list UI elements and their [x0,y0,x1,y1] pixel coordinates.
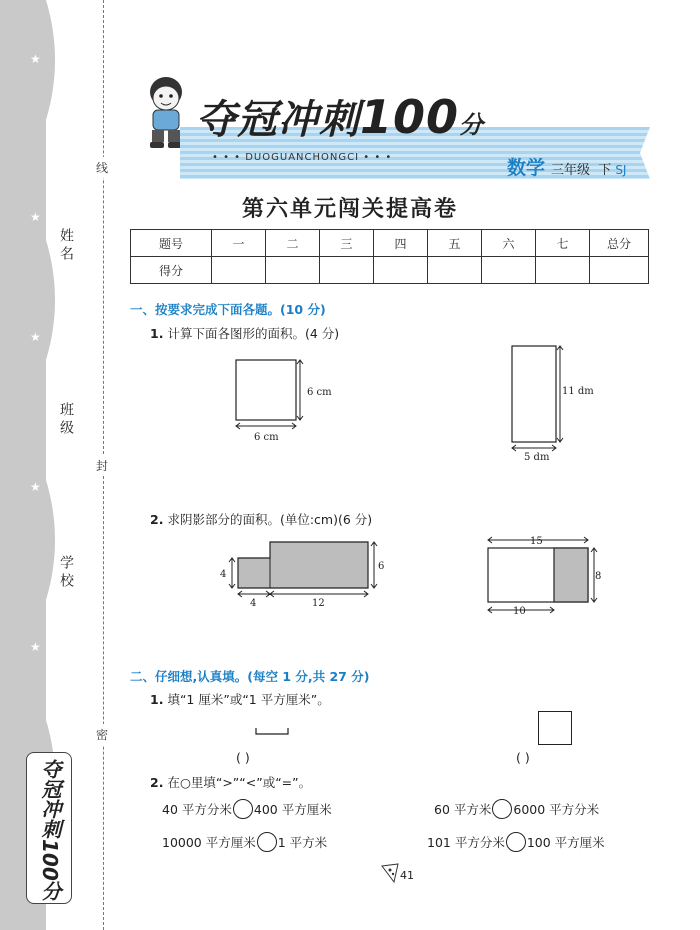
table-cell: 总分 [590,230,649,257]
fig-d-top-label: 15 [530,536,543,547]
school-label: 学校 [58,555,74,591]
figure-rectangle [504,340,604,464]
question-2-2: 2. 在○里填“>”“<”或“=”。 [150,775,312,790]
fig-d-right-label: 8 [595,571,602,582]
star-icon: ★ [30,480,41,494]
star-icon: ★ [30,210,41,224]
table-cell: 六 [482,230,536,257]
score-input-cell[interactable] [374,257,428,284]
class-label: 班级 [58,402,74,438]
score-input-cell[interactable] [536,257,590,284]
brand-logo [196,88,484,145]
dot-icons: • • • [212,152,246,163]
compare-circle-blank[interactable] [506,832,526,852]
compare-item: 10000 平方厘米 1 平方米 [162,832,327,852]
score-input-cell[interactable] [266,257,320,284]
answer-blank-left[interactable]: ( ) [236,750,250,765]
section1-heading: 一、按要求完成下面各题。(10 分) [130,302,326,317]
compare-item: 40 平方分米 400 平方厘米 [162,799,332,819]
page-ornament-icon [380,862,400,884]
compare-circle-blank[interactable] [257,832,277,852]
fig-c-bottom-right: 12 [312,598,325,609]
fig-b-bottom-label: 5 dm [524,452,550,463]
table-cell: 二 [266,230,320,257]
score-input-cell[interactable] [482,257,536,284]
table-cell: 七 [536,230,590,257]
question-1-2: 2. 求阴影部分的面积。(单位:cm)(6 分) [150,512,373,527]
table-cell: 四 [374,230,428,257]
name-label: 姓名 [58,228,74,264]
star-icon: ★ [30,330,41,344]
figure-shaded-rectangle [480,530,608,626]
logo-number: 100 [360,90,460,144]
grade-label: 三年级 [551,163,591,178]
fig-b-side-label: 11 dm [562,386,594,397]
question-1-1: 1. 计算下面各图形的面积。(4 分) [150,326,340,341]
score-input-cell[interactable] [590,257,649,284]
subject-label: 数学 [507,157,546,179]
table-cell: 一 [212,230,266,257]
table-cell: 五 [428,230,482,257]
compare-item: 101 平方分米 100 平方厘米 [427,832,605,852]
one-cm-segment [254,726,290,736]
score-input-cell[interactable] [212,257,266,284]
fig-d-bottom-label: 10 [513,606,526,617]
one-sq-cm-square [538,711,572,745]
table-cell: 得分 [131,257,212,284]
figure-shaded-step [214,536,384,612]
fig-c-left-height: 4 [220,569,227,580]
table-cell: 三 [320,230,374,257]
logo-text: 夺冠冲刺 [196,97,360,143]
score-input-cell[interactable] [320,257,374,284]
paper-title: 第六单元闯关提高卷 [241,197,458,222]
figure-square [228,354,338,448]
page-number: 41 [400,869,414,882]
question-2-1: 1. 填“1 厘米”或“1 平方厘米”。 [150,692,330,707]
table-cell: 题号 [131,230,212,257]
brand-pinyin: • • • DUOGUANCHONGCI • • • [212,152,393,163]
edition-label: SJ [615,163,627,177]
score-input-cell[interactable] [428,257,482,284]
term-label: 下 [598,163,612,178]
seal-char-secret: 密 [96,724,108,745]
fig-a-bottom-label: 6 cm [254,432,279,443]
grade-info [507,153,626,180]
section2-heading: 二、仔细想,认真填。(每空 1 分,共 27 分) [130,669,370,684]
compare-circle-blank[interactable] [233,799,253,819]
answer-blank-right[interactable]: ( ) [516,750,530,765]
fig-c-bottom-left: 4 [250,598,257,609]
star-icon: ★ [30,52,41,66]
seal-char-line: 线 [96,157,108,178]
compare-item: 60 平方米 6000 平方分米 [434,799,599,819]
fig-a-side-label: 6 cm [307,387,332,398]
score-table-score-row [131,257,649,284]
side-logo: 夺冠冲刺100分 [26,752,72,904]
star-icon: ★ [30,640,41,654]
seal-char-seal: 封 [96,455,108,476]
score-table-header-row [131,230,649,257]
fig-c-right-height: 6 [378,561,384,572]
compare-circle-blank[interactable] [492,799,512,819]
score-table [130,229,649,284]
logo-unit: 分 [459,111,485,139]
